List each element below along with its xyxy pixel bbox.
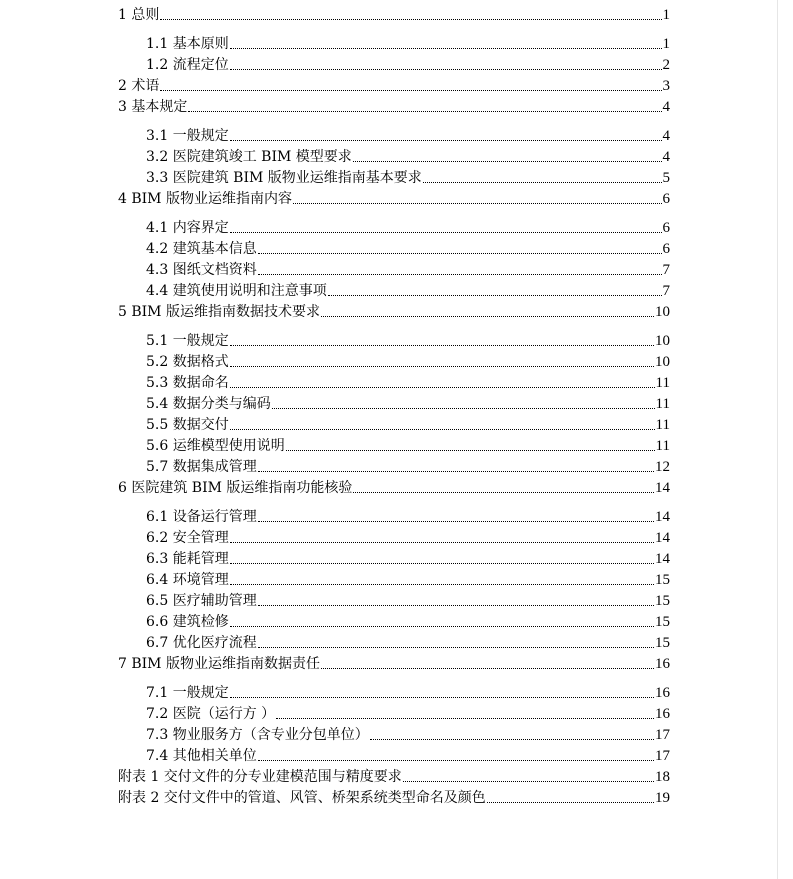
toc-section-entry[interactable] <box>118 455 670 475</box>
toc-entry-title: 2 术语 <box>118 78 160 94</box>
toc-section-entry[interactable] <box>118 329 670 349</box>
toc-section-entry[interactable] <box>118 723 670 743</box>
toc-entry-title: 5.3 数据命名 <box>146 375 229 391</box>
toc-section-entry[interactable] <box>118 702 670 722</box>
toc-dot-leader <box>276 718 654 719</box>
toc-dot-leader <box>230 563 654 564</box>
toc-page-number: 4 <box>662 99 670 115</box>
toc-page-number: 18 <box>655 769 670 785</box>
toc-entry-title: 1 总则 <box>118 7 160 23</box>
toc-dot-leader <box>258 274 662 275</box>
toc-section-entry[interactable] <box>118 681 670 701</box>
toc-page-number: 6 <box>662 191 670 207</box>
toc-dot-leader <box>258 521 654 522</box>
toc-dot-leader <box>353 492 654 493</box>
toc-entry-title: 4.1 内容界定 <box>146 220 229 236</box>
toc-entry-title: 6.2 安全管理 <box>146 530 229 546</box>
toc-chapter-entry[interactable] <box>118 652 670 672</box>
toc-section-entry[interactable] <box>118 505 670 525</box>
toc-dot-leader <box>293 203 662 204</box>
toc-entry-title: 5.1 一般规定 <box>146 333 229 349</box>
toc-entry-title: 7.3 物业服务方（含专业分包单位） <box>146 727 369 743</box>
toc-entry-title: 6.5 医疗辅助管理 <box>146 593 257 609</box>
toc-dot-leader <box>230 69 662 70</box>
toc-dot-leader <box>230 140 662 141</box>
toc-entry-title: 4.3 图纸文档资料 <box>146 262 257 278</box>
toc-entry-title: 5.2 数据格式 <box>146 354 229 370</box>
toc-page-number: 4 <box>662 128 670 144</box>
toc-dot-leader <box>258 760 654 761</box>
toc-dot-leader <box>370 739 654 740</box>
toc-page-number: 16 <box>655 706 670 722</box>
toc-page-number: 5 <box>662 170 670 186</box>
toc-entry-title: 7 BIM 版物业运维指南数据责任 <box>118 656 320 672</box>
toc-entry-title: 3.1 一般规定 <box>146 128 229 144</box>
toc-dot-leader <box>258 471 654 472</box>
toc-dot-leader <box>230 626 654 627</box>
toc-entry-title: 3.3 医院建筑 BIM 版物业运维指南基本要求 <box>146 170 422 186</box>
toc-section-entry[interactable] <box>118 413 670 433</box>
toc-entry-title: 附表 2 交付文件中的管道、风管、桥架系统类型命名及颜色 <box>118 790 486 806</box>
toc-dot-leader <box>321 316 654 317</box>
toc-section-entry[interactable] <box>118 371 670 391</box>
toc-dot-leader <box>258 647 654 648</box>
toc-dot-leader <box>403 781 654 782</box>
toc-chapter-entry[interactable] <box>118 95 670 115</box>
toc-section-entry[interactable] <box>118 279 670 299</box>
toc-page-number: 4 <box>662 149 670 165</box>
toc-section-entry[interactable] <box>118 434 670 454</box>
toc-entry-title: 5.6 运维模型使用说明 <box>146 438 285 454</box>
toc-page-number: 6 <box>662 220 670 236</box>
toc-page-number: 7 <box>662 283 670 299</box>
toc-dot-leader <box>160 90 661 91</box>
toc-dot-leader <box>230 584 654 585</box>
toc-dot-leader <box>321 668 654 669</box>
toc-dot-leader <box>160 19 661 20</box>
toc-page-number: 14 <box>655 551 670 567</box>
toc-page-number: 1 <box>662 36 670 52</box>
toc-section-entry[interactable] <box>118 526 670 546</box>
toc-dot-leader <box>230 387 655 388</box>
page-edge-divider <box>777 0 778 879</box>
toc-entry-title: 7.1 一般规定 <box>146 685 229 701</box>
toc-entry-title: 1.1 基本原则 <box>146 36 229 52</box>
toc-page-number: 6 <box>662 241 670 257</box>
toc-section-entry[interactable] <box>118 216 670 236</box>
toc-dot-leader <box>230 697 654 698</box>
toc-entry-title: 4.4 建筑使用说明和注意事项 <box>146 283 327 299</box>
toc-dot-leader <box>328 295 662 296</box>
toc-entry-title: 6.3 能耗管理 <box>146 551 229 567</box>
toc-page-number: 14 <box>655 480 670 496</box>
toc-appendix-entry[interactable] <box>118 765 670 785</box>
toc-entry-title: 4 BIM 版物业运维指南内容 <box>118 191 292 207</box>
toc-section-entry[interactable] <box>118 589 670 609</box>
toc-page-number: 10 <box>655 333 670 349</box>
toc-page-number: 1 <box>662 7 670 23</box>
toc-dot-leader <box>487 802 654 803</box>
toc-section-entry[interactable] <box>118 166 670 186</box>
toc-dot-leader <box>258 605 654 606</box>
toc-page-number: 15 <box>655 572 670 588</box>
toc-page-number: 15 <box>655 614 670 630</box>
toc-entry-title: 6 医院建筑 BIM 版运维指南功能核验 <box>118 480 353 496</box>
toc-entry-title: 5.4 数据分类与编码 <box>146 396 271 412</box>
toc-page-number: 11 <box>655 375 670 391</box>
toc-entry-title: 6.7 优化医疗流程 <box>146 635 257 651</box>
toc-section-entry[interactable] <box>118 610 670 630</box>
toc-dot-leader <box>258 253 662 254</box>
toc-page-number: 19 <box>655 790 670 806</box>
toc-entry-title: 3.2 医院建筑竣工 BIM 模型要求 <box>146 149 352 165</box>
toc-page-number: 11 <box>655 417 670 433</box>
toc-dot-leader <box>230 345 654 346</box>
toc-entry-title: 6.1 设备运行管理 <box>146 509 257 525</box>
toc-dot-leader <box>230 429 655 430</box>
toc-section-entry[interactable] <box>118 631 670 651</box>
toc-entry-title: 4.2 建筑基本信息 <box>146 241 257 257</box>
toc-entry-title: 6.4 环境管理 <box>146 572 229 588</box>
toc-section-entry[interactable] <box>118 258 670 278</box>
toc-section-entry[interactable] <box>118 392 670 412</box>
toc-section-entry[interactable] <box>118 568 670 588</box>
toc-section-entry[interactable] <box>118 145 670 165</box>
toc-page-number: 15 <box>655 635 670 651</box>
toc-appendix-entry[interactable] <box>118 786 670 806</box>
toc-chapter-entry[interactable] <box>118 3 670 23</box>
toc-page-number: 10 <box>655 304 670 320</box>
toc-section-entry[interactable] <box>118 237 670 257</box>
toc-dot-leader <box>353 161 662 162</box>
toc-page-number: 11 <box>655 396 670 412</box>
toc-page-number: 12 <box>655 459 670 475</box>
toc-entry-title: 7.4 其他相关单位 <box>146 748 257 764</box>
toc-dot-leader <box>230 542 654 543</box>
toc-page-number: 11 <box>655 438 670 454</box>
toc-entry-title: 5 BIM 版运维指南数据技术要求 <box>118 304 320 320</box>
toc-dot-leader <box>230 48 662 49</box>
toc-chapter-entry[interactable] <box>118 74 670 94</box>
toc-section-entry[interactable] <box>118 547 670 567</box>
toc-dot-leader <box>188 111 661 112</box>
toc-page-number: 7 <box>662 262 670 278</box>
toc-page-number: 16 <box>655 656 670 672</box>
toc-page-number: 2 <box>662 57 670 73</box>
toc-dot-leader <box>423 182 662 183</box>
toc-dot-leader <box>272 408 655 409</box>
toc-entry-title: 5.7 数据集成管理 <box>146 459 257 475</box>
toc-page-number: 16 <box>655 685 670 701</box>
toc-section-entry[interactable] <box>118 744 670 764</box>
toc-page-number: 10 <box>655 354 670 370</box>
toc-page-number: 3 <box>662 78 670 94</box>
toc-entry-title: 5.5 数据交付 <box>146 417 229 433</box>
toc-page-number: 14 <box>655 509 670 525</box>
toc-chapter-entry[interactable] <box>118 300 670 320</box>
toc-entry-title: 1.2 流程定位 <box>146 57 229 73</box>
toc-section-entry[interactable] <box>118 53 670 73</box>
toc-entry-title: 6.6 建筑检修 <box>146 614 229 630</box>
toc-dot-leader <box>286 450 655 451</box>
toc-chapter-entry[interactable] <box>118 187 670 207</box>
toc-entry-title: 3 基本规定 <box>118 99 188 115</box>
toc-chapter-entry[interactable] <box>118 476 670 496</box>
toc-section-entry[interactable] <box>118 124 670 144</box>
toc-page-number: 15 <box>655 593 670 609</box>
toc-dot-leader <box>230 366 654 367</box>
toc-entry-title: 附表 1 交付文件的分专业建模范围与精度要求 <box>118 769 402 785</box>
toc-entry-title: 7.2 医院（运行方 ） <box>146 706 276 722</box>
toc-page-number: 14 <box>655 530 670 546</box>
toc-section-entry[interactable] <box>118 32 670 52</box>
toc-dot-leader <box>230 232 662 233</box>
toc-page-number: 17 <box>655 748 670 764</box>
toc-section-entry[interactable] <box>118 350 670 370</box>
toc-page-number: 17 <box>655 727 670 743</box>
